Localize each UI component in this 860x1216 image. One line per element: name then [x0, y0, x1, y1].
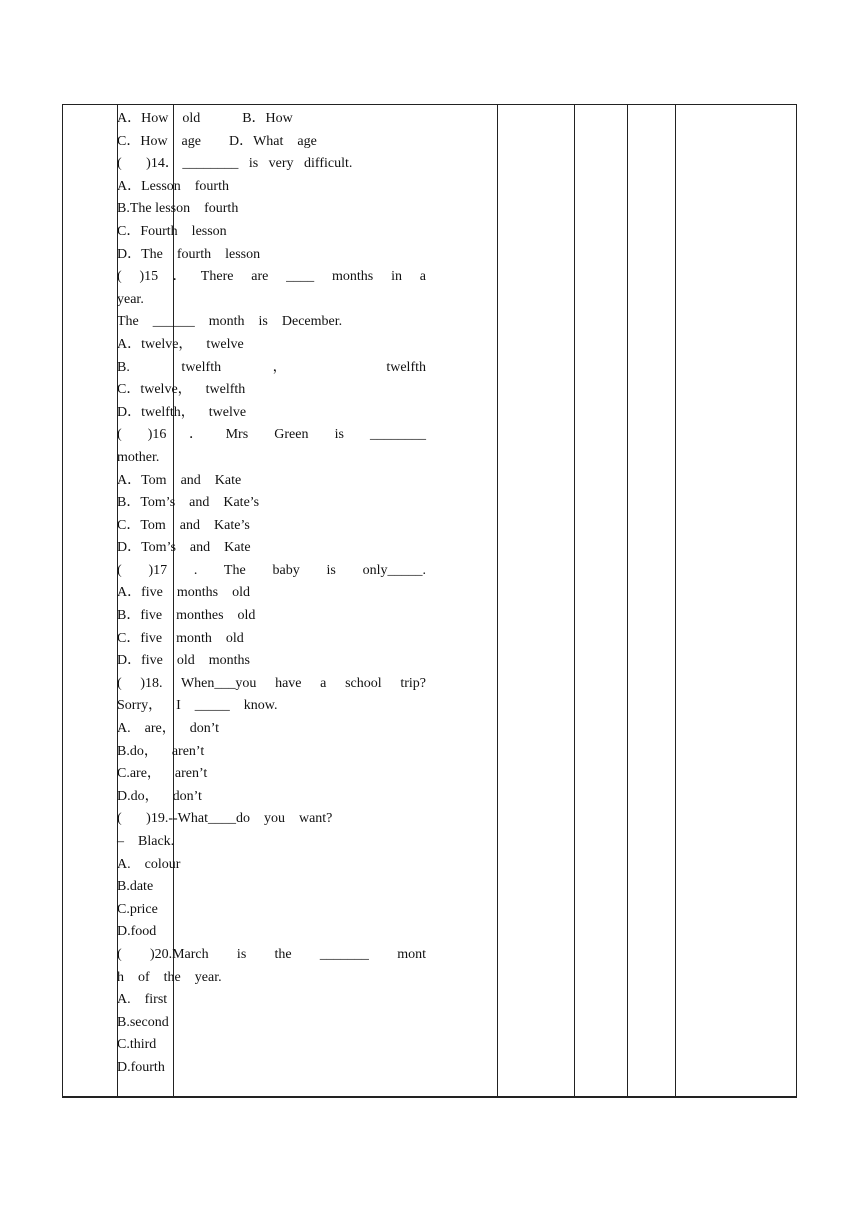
exercise-line: C．twelve， twelfth	[117, 382, 246, 398]
exercise-line: Sorry， I _____ know.	[117, 698, 278, 714]
exercise-line: B．Tom’s and Kate’s	[117, 495, 260, 511]
exercise-line: B.do， aren’t	[117, 743, 205, 759]
exercise-line: ( )19.--What____do you want?	[117, 811, 333, 827]
exercise-line: ( )15．There are ____ months in a	[117, 269, 426, 285]
exercise-line: D．The fourth lesson	[117, 246, 261, 262]
exercise-line: ( )17 . The baby is only_____.	[117, 562, 426, 578]
exercise-line: B. twelfth ， twelfth	[117, 359, 426, 375]
exercise-line: A．Tom and Kate	[117, 472, 242, 488]
exercise-line: A．Lesson fourth	[117, 178, 229, 194]
exercise-line: D.do， don’t	[117, 788, 202, 804]
column-divider	[574, 105, 575, 1096]
exercise-line: B.The lesson fourth	[117, 201, 239, 217]
exercise-line: ( )14． ________ is very difficult.	[117, 156, 353, 172]
exercise-line: A．How old B．How	[117, 111, 293, 126]
exercise-line: C.third	[117, 1037, 157, 1053]
exercise-line: ( )20.March is the _______ mont	[117, 946, 426, 962]
exercise-line: h of the year.	[117, 969, 222, 985]
exercise-line: mother.	[117, 449, 160, 465]
exercise-line: C．Tom and Kate’s	[117, 517, 250, 533]
exercise-line: B.second	[117, 1014, 169, 1030]
exercise-line: A. first	[117, 992, 168, 1008]
exercise-line: D．twelfth， twelve	[117, 404, 247, 420]
exercise-line: C．Fourth lesson	[117, 223, 227, 239]
exercise-line: C．five month old	[117, 630, 244, 646]
exercise-cell	[117, 108, 426, 1080]
exercise-line: year.	[117, 291, 144, 307]
exercise-line: ( )16．Mrs Green is ________	[117, 427, 426, 443]
column-divider	[627, 105, 628, 1096]
exercise-line: A. colour	[117, 856, 181, 872]
exercise-line: A．twelve， twelve	[117, 336, 244, 352]
exercise-line: B．five monthes old	[117, 608, 256, 624]
exercise-line: – Black.	[117, 834, 175, 849]
exercise-line: D.fourth	[117, 1059, 165, 1075]
exercise-line: D．Tom’s and Kate	[117, 540, 251, 556]
exercise-line: A. are， don’t	[117, 721, 219, 737]
exercise-line: B.date	[117, 879, 154, 895]
exercise-line: The ______ month is December.	[117, 314, 343, 330]
column-divider	[675, 105, 676, 1096]
exercise-line: C.are， aren’t	[117, 766, 208, 782]
exercise-line: A．five months old	[117, 585, 250, 601]
column-divider	[497, 105, 498, 1096]
exercise-line: D．five old months	[117, 653, 250, 669]
exercise-line: C．How age D．What age	[117, 133, 317, 149]
exercise-line: C.price	[117, 901, 158, 917]
exercise-line: D.food	[117, 924, 157, 940]
exercise-line: ( )18. When___you have a school trip?	[117, 675, 426, 691]
